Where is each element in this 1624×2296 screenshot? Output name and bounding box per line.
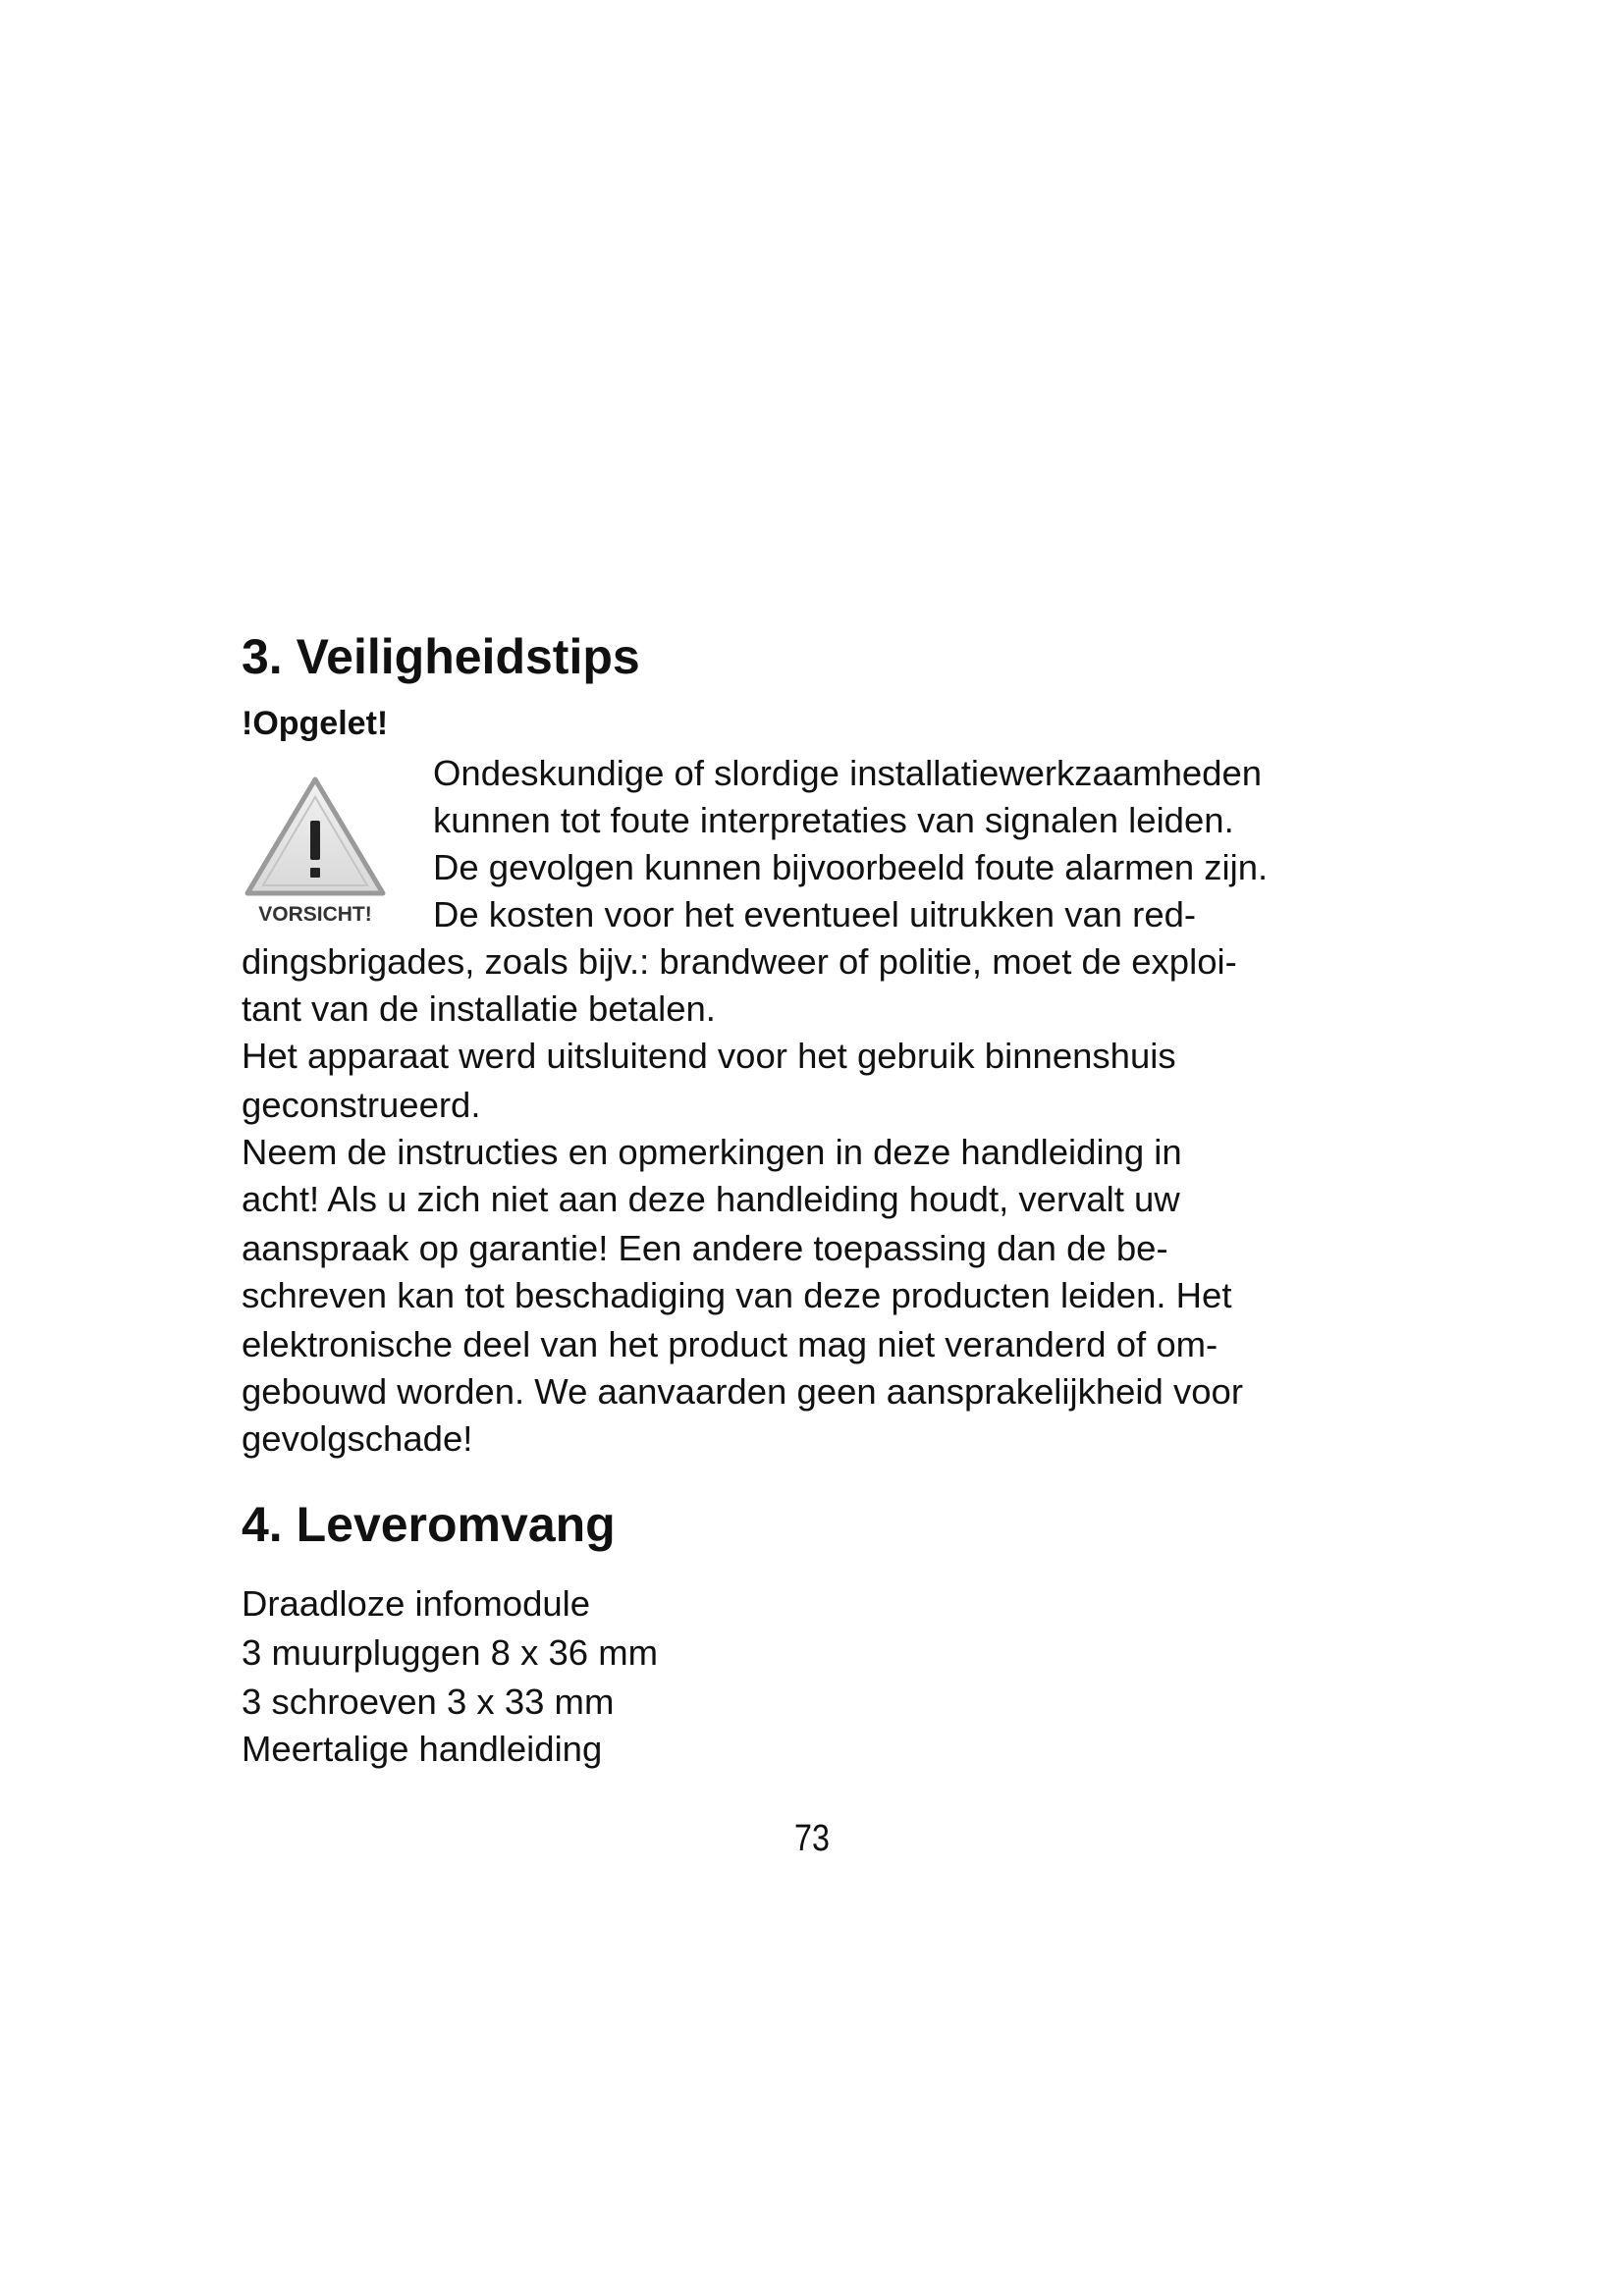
section-4-heading: 4. Leveromvang xyxy=(242,1497,616,1552)
delivery-item: Draadloze infomodule xyxy=(242,1583,591,1624)
body-line: Het apparaat werd uitsluitend voor het gebruik binnenshuis xyxy=(242,1036,1176,1076)
body-line: tant van de installatie betalen. xyxy=(242,988,716,1029)
body-line: Ondeskundige of slordige installatiewerkzaamheden xyxy=(433,753,1263,793)
delivery-item: 3 muurpluggen 8 x 36 mm xyxy=(242,1632,659,1673)
page-number: 73 xyxy=(794,1818,830,1859)
body-line: schreven kan tot beschadiging van deze producten leiden. Het xyxy=(242,1275,1232,1315)
body-line: gebouwd worden. We aanvaarden geen aansprakelijkheid voor xyxy=(242,1371,1243,1412)
body-line: aanspraak op garantie! Een andere toepassing dan de be- xyxy=(242,1228,1168,1268)
body-line: geconstrueerd. xyxy=(242,1085,481,1125)
body-line: Neem de instructies en opmerkingen in deze handleiding in xyxy=(242,1132,1182,1172)
body-line: De kosten voor het eventueel uitrukken van red- xyxy=(433,894,1197,934)
body-line: elektronische deel van het product mag niet veranderd of om- xyxy=(242,1324,1218,1364)
warning-icon-label: VORSICHT! xyxy=(258,903,372,926)
body-line: dingsbrigades, zoals bijv.: brandweer of politie, moet de exploi- xyxy=(242,941,1237,982)
body-line: De gevolgen kunnen bijvoorbeeld foute alarmen zijn. xyxy=(433,847,1269,887)
body-line: gevolgschade! xyxy=(242,1418,473,1459)
section-3-heading: 3. Veiligheidstips xyxy=(242,629,640,684)
warning-icon xyxy=(242,774,389,926)
caution-label: !Opgelet! xyxy=(242,705,389,742)
delivery-item: 3 schroeven 3 x 33 mm xyxy=(242,1682,615,1722)
body-line: acht! Als u zich niet aan deze handleiding houdt, vervalt uw xyxy=(242,1179,1180,1219)
delivery-item: Meertalige handleiding xyxy=(242,1729,603,1769)
body-line: kunnen tot foute interpretaties van signalen leiden. xyxy=(433,800,1234,840)
